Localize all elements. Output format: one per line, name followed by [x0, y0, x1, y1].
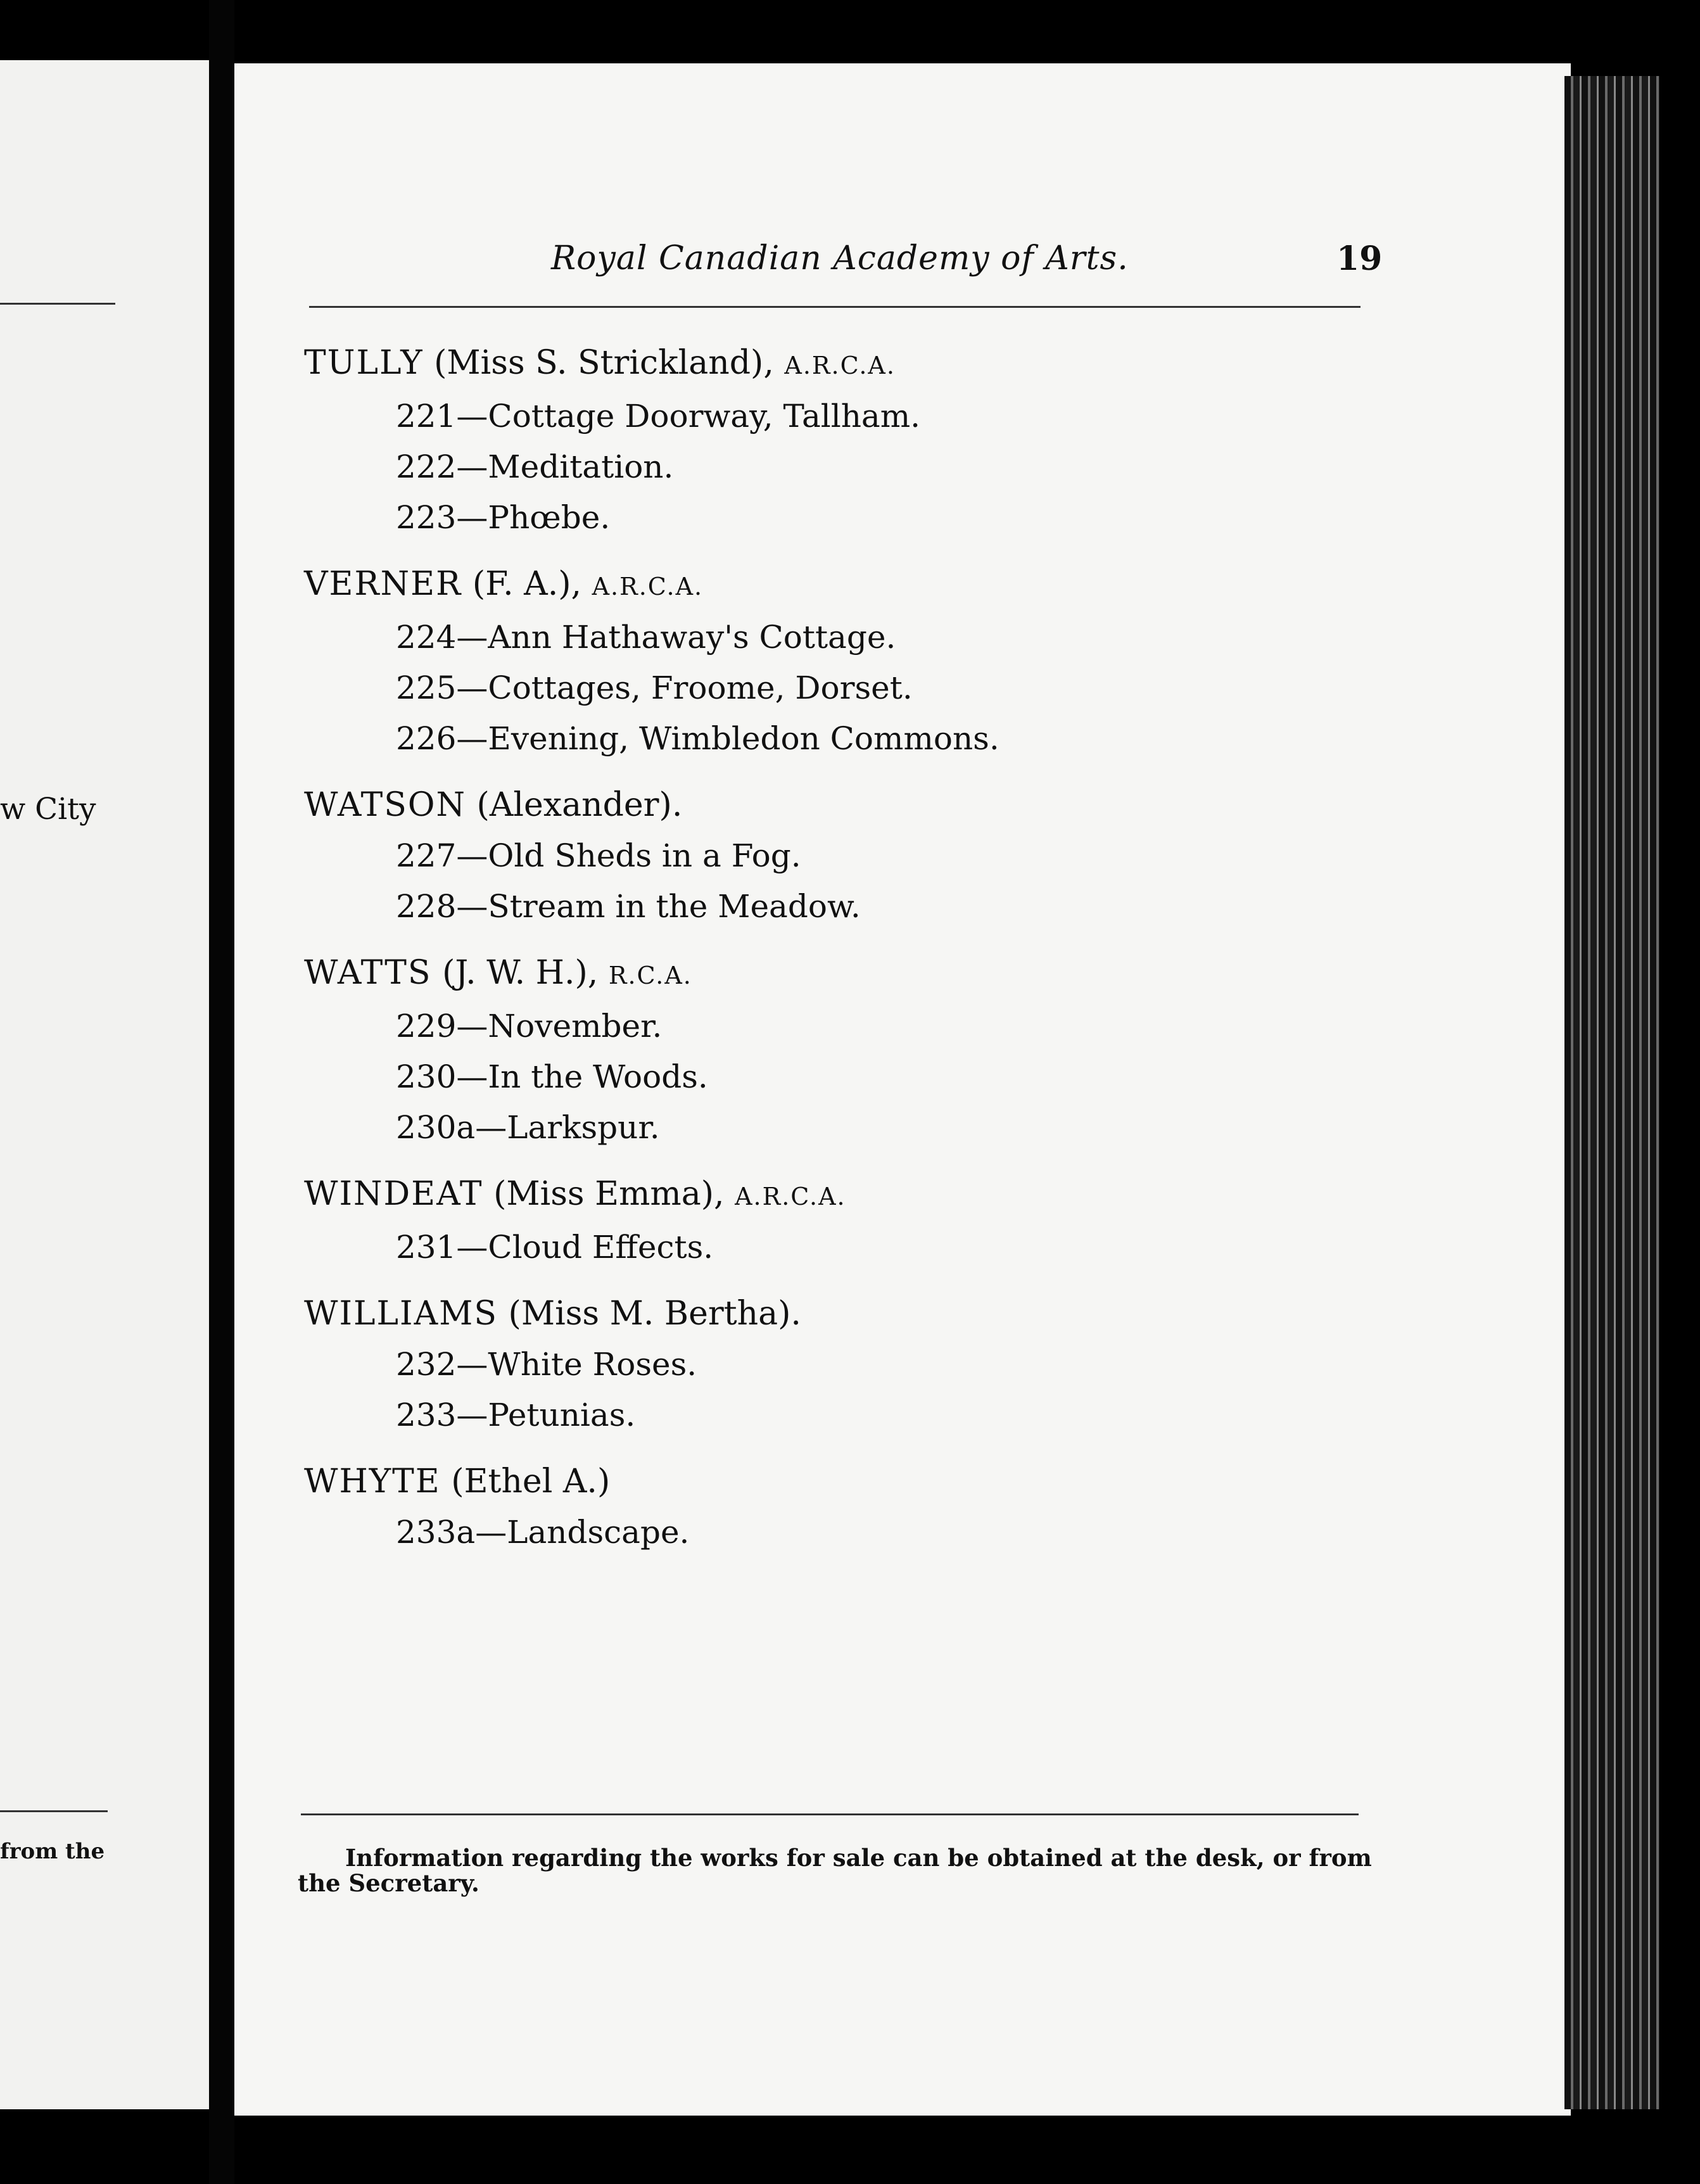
artist-academy-title: A.R.C.A.: [784, 352, 896, 379]
artist-detail: (Miss Emma),: [493, 1175, 725, 1213]
artist-heading: [304, 559, 1381, 612]
work-item: 226—Evening, Wimbledon Commons.: [396, 720, 999, 757]
artist-academy-title: A.R.C.A.: [592, 573, 704, 600]
artist-name: WINDEAT: [304, 1175, 483, 1213]
work-item: 224—Ann Hathaway's Cottage.: [396, 619, 896, 656]
work-item: 225—Cottages, Froome, Dorset.: [396, 670, 913, 706]
artist-name: WILLIAMS: [304, 1295, 498, 1333]
artist-entry: [304, 948, 1381, 1153]
artist-heading: [304, 1288, 1381, 1339]
work-item: 231—Cloud Effects.: [396, 1229, 714, 1266]
left-footer-rule: [0, 1810, 108, 1812]
artist-entry: [304, 338, 1381, 543]
page-edges: [1564, 76, 1659, 2109]
work-item: 227—Old Sheds in a Fog.: [396, 837, 801, 874]
artist-heading: [304, 1169, 1381, 1222]
artist-detail: (J. W. H.),: [442, 954, 599, 992]
footer-note: Information regarding the works for sale can be obtained at the desk, or from the Secretary.: [298, 1844, 1372, 1897]
left-page: [0, 60, 209, 2109]
artist-entry: [304, 1169, 1381, 1273]
artist-academy-title: A.R.C.A.: [735, 1183, 846, 1210]
work-item: 222—Meditation.: [396, 448, 674, 485]
work-item: 221—Cottage Doorway, Tallham.: [396, 398, 921, 435]
artist-entry: [304, 1456, 1381, 1558]
artist-name: WATTS: [304, 954, 432, 992]
artist-detail: (Alexander).: [476, 786, 683, 824]
artist-heading: [304, 338, 1381, 391]
left-footer-fragment: from the: [0, 1839, 105, 1864]
header-rule: [309, 306, 1361, 308]
running-header-title: Royal Canadian Academy of Arts.: [551, 239, 1129, 277]
artist-name: TULLY: [304, 344, 424, 382]
artist-entry: [304, 1288, 1381, 1440]
artist-entry: [304, 559, 1381, 764]
page-number: 19: [1336, 239, 1383, 278]
artist-detail: (Miss S. Strickland),: [434, 344, 774, 382]
artist-name: VERNER: [304, 565, 462, 603]
artist-academy-title: R.C.A.: [608, 962, 692, 989]
work-item: 233a—Landscape.: [396, 1514, 690, 1551]
artist-entry: [304, 780, 1381, 932]
artist-detail: (Ethel A.): [451, 1463, 611, 1501]
artist-name: WATSON: [304, 786, 467, 824]
footer-rule: [301, 1813, 1359, 1815]
work-item: 229—November.: [396, 1008, 663, 1044]
work-item: 230a—Larkspur.: [396, 1109, 660, 1146]
work-item: 233—Petunias.: [396, 1397, 636, 1433]
artist-detail: (F. A.),: [472, 565, 582, 603]
artist-detail: (Miss M. Bertha).: [508, 1295, 801, 1333]
work-item: 228—Stream in the Meadow.: [396, 888, 861, 925]
artist-heading: [304, 948, 1381, 1001]
catalogue-entries: [304, 338, 1381, 1573]
work-item: 223—Phœbe.: [396, 499, 611, 536]
book-gutter: [209, 0, 234, 2184]
artist-heading: [304, 780, 1381, 830]
artist-name: WHYTE: [304, 1463, 441, 1501]
work-item: 232—White Roses.: [396, 1346, 697, 1383]
work-item: 230—In the Woods.: [396, 1058, 708, 1095]
left-page-fragment: w City: [0, 792, 96, 827]
left-header-rule: [0, 303, 115, 305]
artist-heading: [304, 1456, 1381, 1507]
